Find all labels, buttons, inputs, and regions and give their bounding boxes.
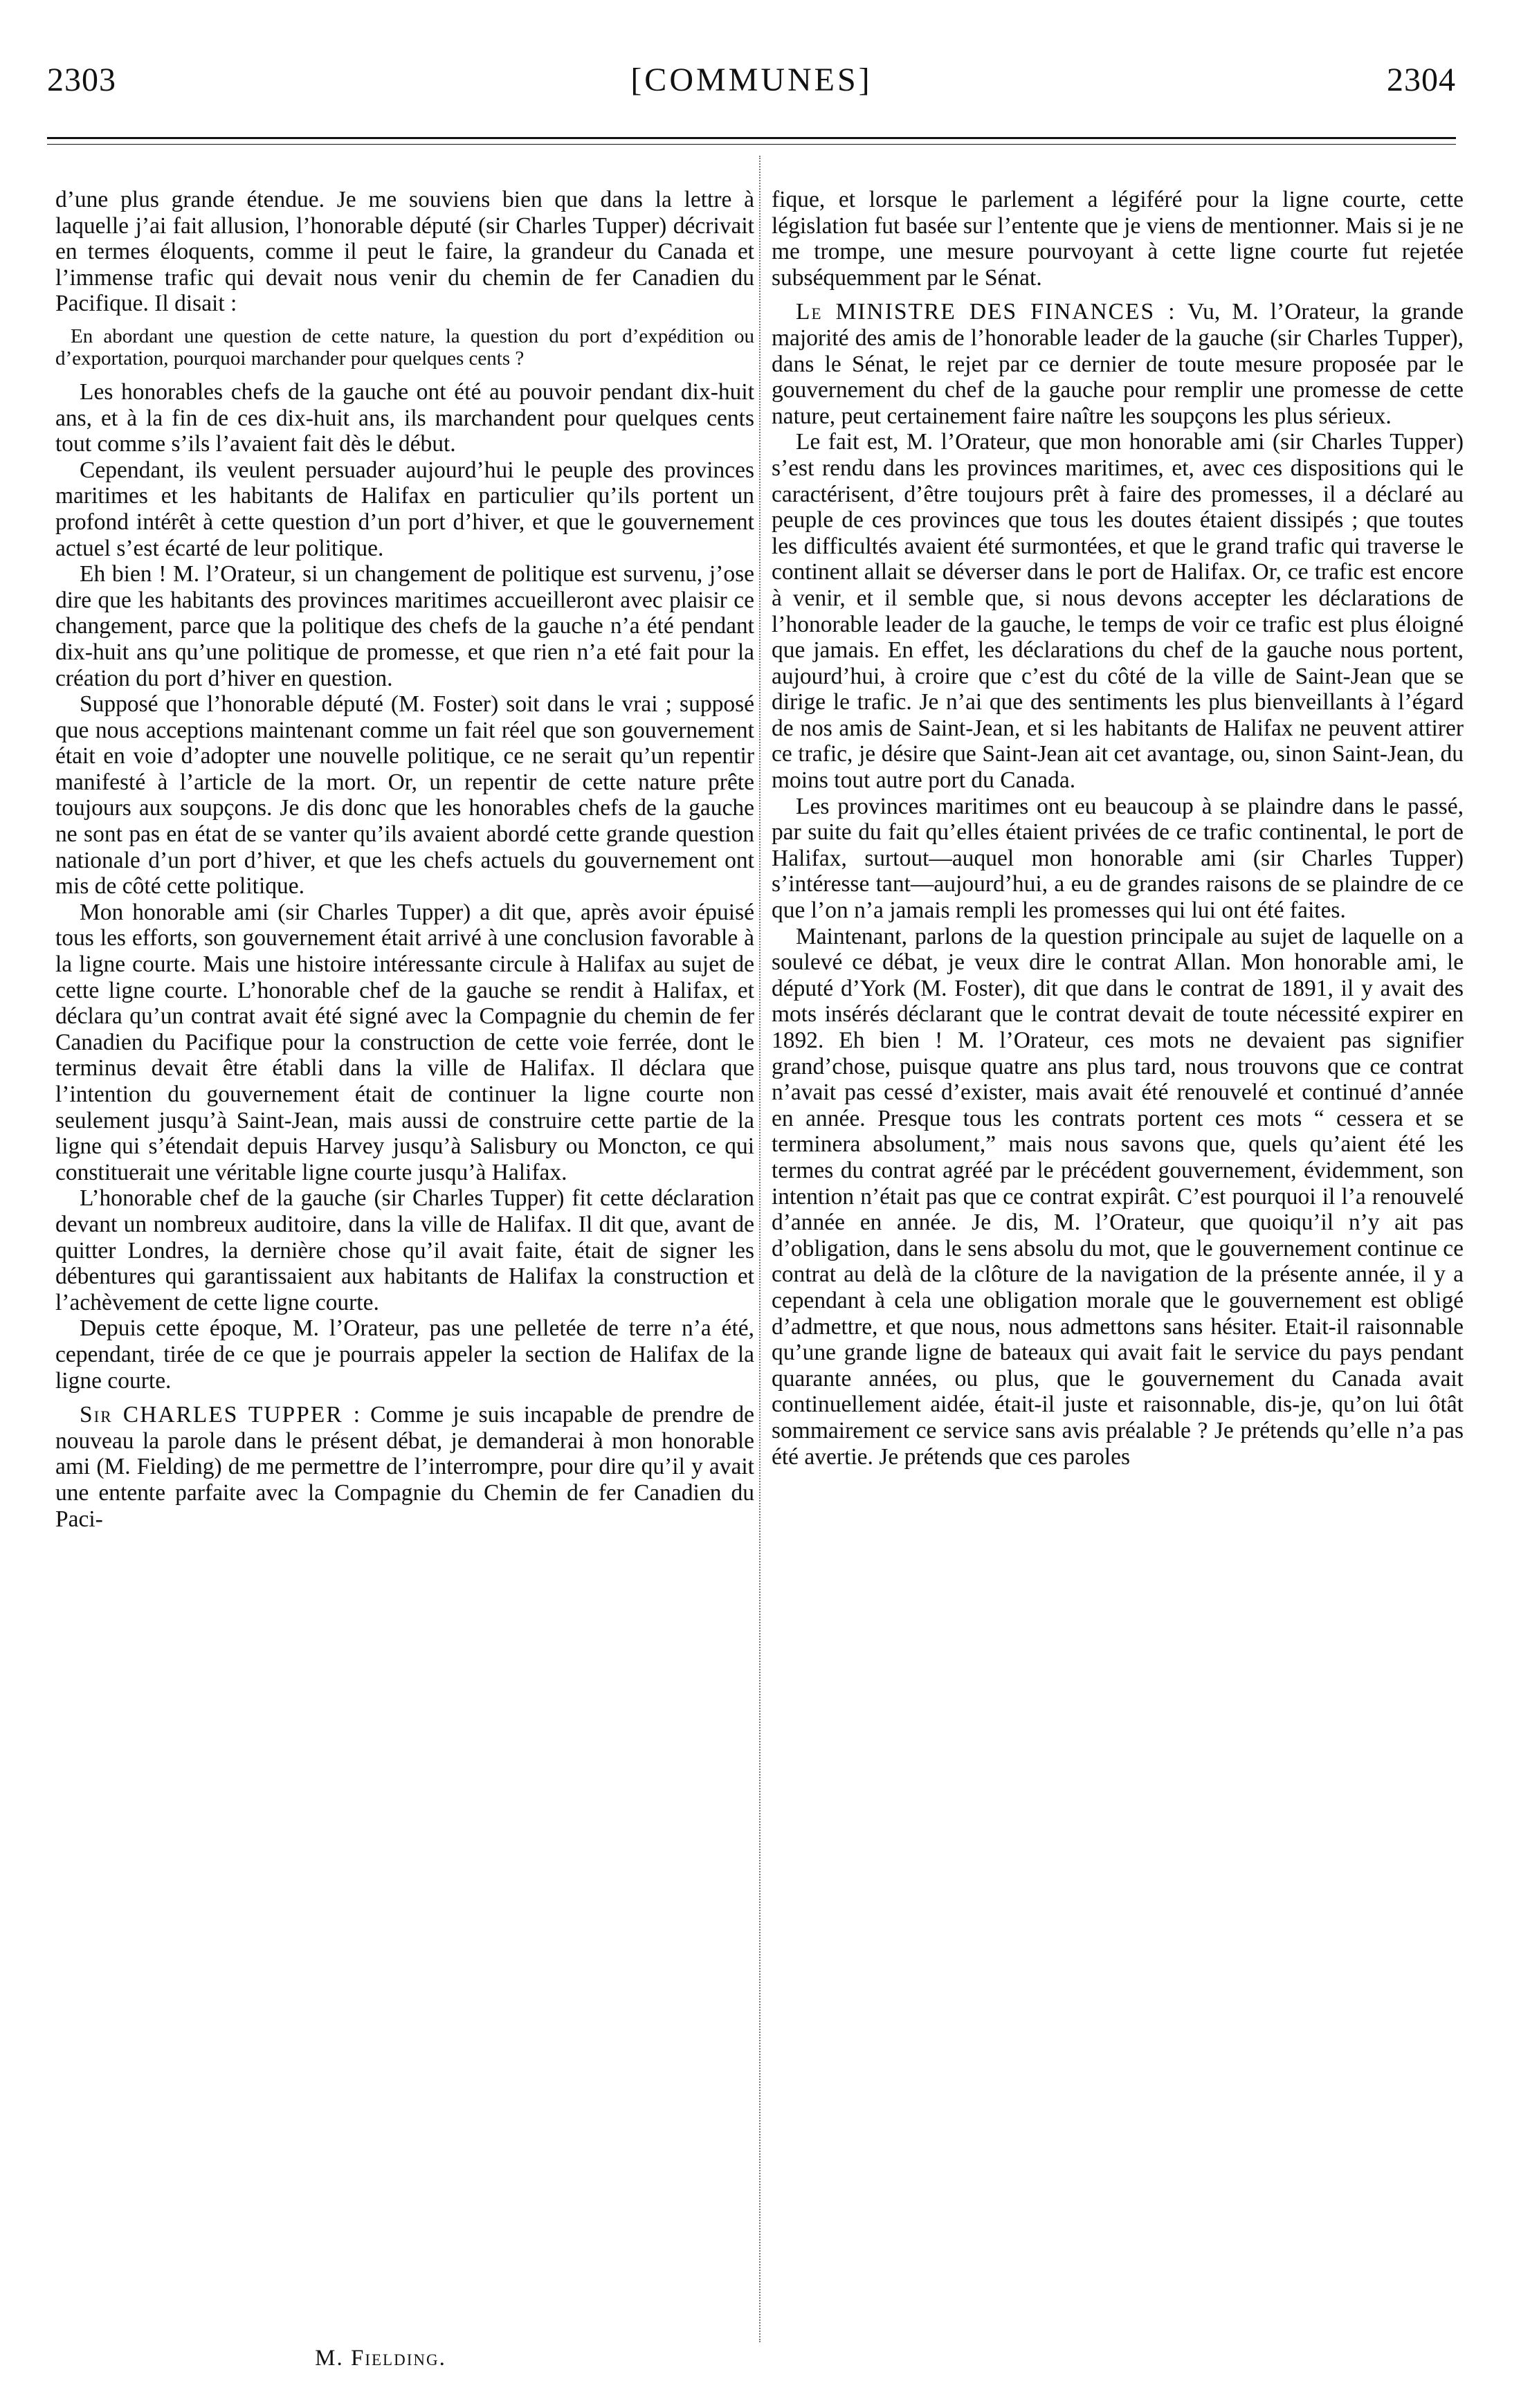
paragraph: d’une plus grande étendue. Je me souviens bien que dans la lettre à laquelle j’ai fait allusion, l’honorable député (sir Charles Tupper) décrivait en termes éloquents, comme il peut le faire, la grandeur du Canada et l’immense trafic qui devait nous venir du chemin de fer Canadien du Pacifique. Il disait : — [55, 187, 754, 317]
left-page-number: 2303 — [47, 62, 116, 98]
paragraph: Les provinces maritimes ont eu beaucoup à se plaindre dans le passé, par suite du fait qu’elles étaient privées de ce trafic continental, le port de Halifax, surtout—auquel mon honorable ami (sir Charles Tupper) s’intéresse tant—aujourd’hui, a eu de grandes raisons de se plaindre de ce que l’on n’a jamais rempli les promesses qui lui ont été faites. — [772, 793, 1464, 924]
speaker-name: Le MINISTRE DES FINANCES : — [796, 299, 1176, 325]
speech-text: Vu, M. l’Orateur, la grande majorité des amis de l’honorable leader de la gauche (sir Charles Tupper), dans le Sénat, le rejet par ce dernier de toute mesure proposée par le gouvernement du chef de la gauche pour remplir une promesse de cette nature, peut certainement faire naître les soupçons les plus sérieux. — [772, 299, 1464, 429]
speaker-name: Sir CHARLES TUPPER : — [80, 1402, 361, 1428]
paragraph: Les honorables chefs de la gauche ont été au pouvoir pendant dix-huit ans, et à la fin de ces dix-huit ans, ils marchandent pour quelques cents tout comme s’ils l’avaient fait dès le début. — [55, 378, 754, 457]
right-page-number: 2304 — [1387, 62, 1456, 98]
paragraph: Supposé que l’honorable député (M. Foster) soit dans le vrai ; supposé que nous acceptions maintenant comme un fait réel que son gouvernement était en voie d’adopter une nouvelle politique, ce ne serait qu’un repentir manifesté à l’article de la mort. Or, un repentir de cette nature prête toujours aux soupçons. Je dis donc que les honorables chefs de la gauche ne sont pas en état de se vanter qu’ils avaient abordé cette grande question nationale d’un port d’hiver, et que les chefs actuels du gouvernement ont mis de côté cette politique. — [55, 691, 754, 900]
paragraph: Maintenant, parlons de la question principale au sujet de laquelle on a soulevé ce débat, je veux dire le contrat Allan. Mon honorable ami, le député d’York (M. Foster), dit que dans le contrat de 1891, il y avait des mots insérés déclarant que le contrat devait de toute nécessité expirer en 1892. Eh bien ! M. l’Orateur, ces mots ne devaient pas signifier grand’chose, puisque quatre ans plus tard, nous trouvons que ce contrat n’avait pas cessé d’exister, mais avait été renouvelé et continué d’année en année. Presque tous les contrats portent ces mots “ cessera et se terminera absolument,” mais nous savons que, quels qu’aient été les termes du contrat agréé par le précédent gouvernement, évidemment, son intention n’était pas que ce contrat expirât. C’est pourquoi il l’a renouvelé d’année en année. Je dis, M. l’Orateur, que quoiqu’il n’y ait pas d’obligation, dans le sens absolu du mot, que le gouvernement continue ce contrat au delà de la clôture de la navigation de la présente année, il y a cependant à cela une obligation morale que le gouvernement est obligé d’admettre, et que nous, nous admettons sans hésiter. Etait-il raisonnable qu’une grande ligne de bateaux qui avait fait le service du pays pendant quarante années, ou plus, que le gouvernement du Canada avait continuellement aidée, était-il juste et raisonnable, dis-je, qu’on lui ôtât sommairement ce service sans avis préalable ? Je prétends qu’elle n’a pas été avertie. Je prétends que ces paroles — [772, 923, 1464, 1470]
paragraph: L’honorable chef de la gauche (sir Charles Tupper) fit cette déclaration devant un nombreux auditoire, dans la ville de Halifax. Il dit que, avant de quitter Londres, la dernière chose qu’il avait faite, était de signer les débentures qui garantissaient aux habitants de Halifax la construction et l’achèvement de cette ligne courte. — [55, 1185, 754, 1315]
paragraph: Mon honorable ami (sir Charles Tupper) a dit que, après avoir épuisé tous les efforts, son gouvernement était arrivé à une conclusion favorable à la ligne courte. Mais une histoire intéressante circule à Halifax au sujet de cette ligne courte. L’honorable chef de la gauche se rendit à Halifax, et déclara qu’un contrat avait été signé avec la Compagnie du chemin de fer Canadien du Pacifique pour la construction de cette voie ferrée, dont le terminus devait être établi dans la ville de Halifax. Il déclara que l’intention du gouvernement était de continuer la ligne courte non seulement jusqu’à Saint-Jean, mais aussi de construire cette partie de la ligne qui s’étendait depuis Harvey jusqu’à Salisbury ou Moncton, ce qui constituerait une véritable ligne courte jusqu’à Halifax. — [55, 899, 754, 1185]
left-column — [55, 187, 754, 1532]
header-rule-thin — [47, 144, 1456, 145]
speech-paragraph — [772, 299, 1464, 429]
page-footer: M. Fielding. — [315, 2346, 446, 2371]
paragraph: Cependant, ils veulent persuader aujourd’hui le peuple des provinces maritimes et les habitants de Halifax en particulier qu’ils portent un profond intérêt à cette question d’un port d’hiver, et que le gouvernement actuel s’est écarté de leur politique. — [55, 457, 754, 561]
page-title: [COMMUNES] — [630, 62, 873, 98]
paragraph: Le fait est, M. l’Orateur, que mon honorable ami (sir Charles Tupper) s’est rendu dans les provinces maritimes, et, avec ces dispositions qui le caractérisent, d’être toujours prêt à faire des promesses, il a déclaré au peuple de ces provinces que tous les doutes étaient dissipés ; que toutes les difficultés avaient été surmontées, et que le grand trafic qui traverse le continent allait se déverser dans le port de Halifax. Or, ce trafic est encore à venir, et il semble que, si nous devons accepter les déclarations de l’honorable leader de la gauche, le temps de voir ce trafic est plus éloigné que jamais. En effet, les déclarations du chef de la gauche nous portent, aujourd’hui, à croire que c’est du côté de la ville de Saint-Jean que se dirige le trafic. Je n’ai que des sentiments les plus bienveillants à l’égard de nos amis de Saint-Jean, et si les habitants de Halifax ne peuvent attirer ce trafic, je désire que Saint-Jean ait cet avantage, ou, sinon Saint-Jean, du moins tout autre port du Canada. — [772, 429, 1464, 794]
paragraph: Depuis cette époque, M. l’Orateur, pas une pelletée de terre n’a été, cependant, tirée de ce que je pourrais appeler la section de Halifax de la ligne courte. — [55, 1315, 754, 1394]
speech-text: Comme je suis incapable de prendre de nouveau la parole dans le présent débat, je demanderai à mon honorable ami (M. Fielding) de me permettre de l’interrompre, pour dire qu’il y avait une entente parfaite avec la Compagnie du Chemin de fer Canadien du Paci- — [55, 1402, 754, 1532]
paragraph: Eh bien ! M. l’Orateur, si un changement de politique est survenu, j’ose dire que les habitants des provinces maritimes accueilleront avec plaisir ce changement, parce que la politique des chefs de la gauche n’a été pendant dix-huit ans qu’une politique de promesse, et que rien n’a eté fait pour la création du port d’hiver en question. — [55, 561, 754, 691]
paragraph: fique, et lorsque le parlement a légiféré pour la ligne courte, cette législation fut basée sur l’entente que je viens de mentionner. Mais si je ne me trompe, une mesure pourvoyant à cette ligne courte fut rejetée subséquemment par le Sénat. — [772, 187, 1464, 291]
page-header — [47, 61, 1456, 109]
header-rule-thick — [47, 137, 1456, 139]
right-column — [772, 187, 1464, 1470]
block-quote: En abordant une question de cette nature, la question du port d’expédition ou d’exportation, pourquoi marchander pour quelques cents ? — [55, 325, 754, 370]
column-divider — [759, 156, 761, 2342]
speech-paragraph — [55, 1402, 754, 1532]
